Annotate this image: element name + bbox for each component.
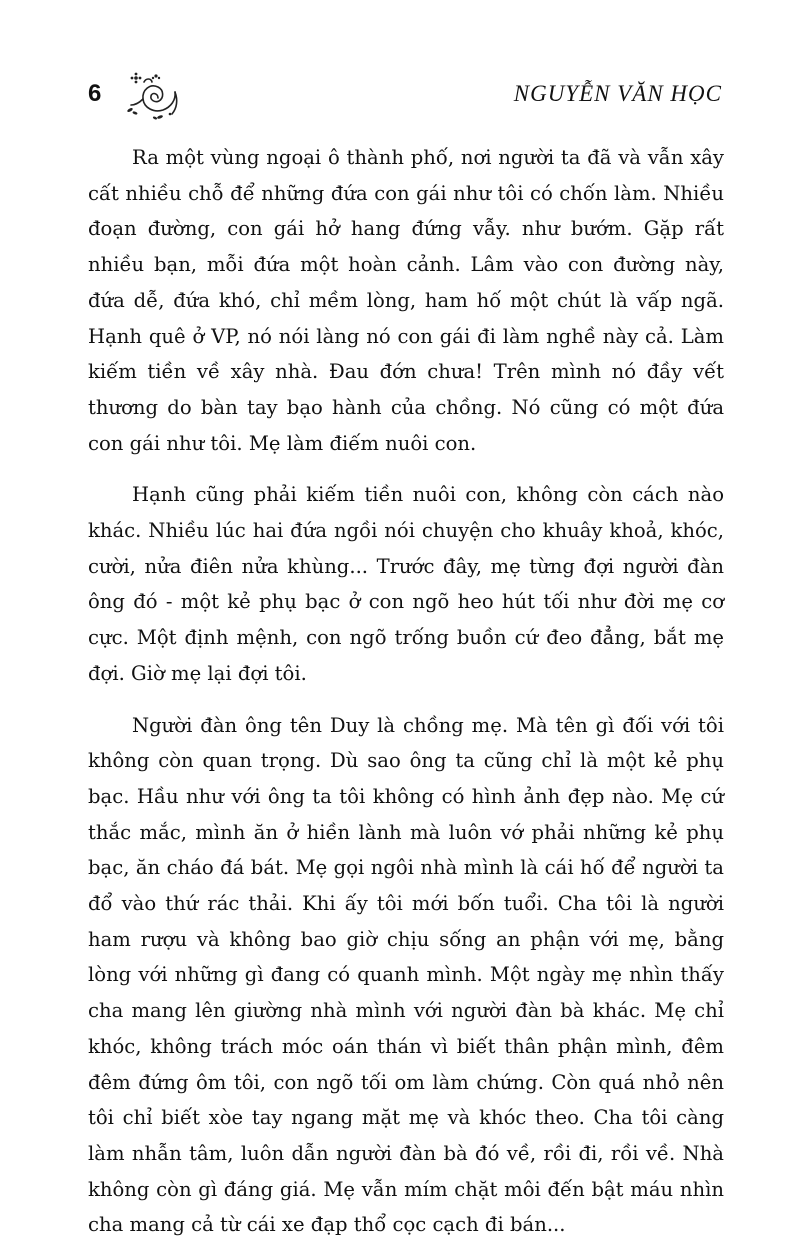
running-title: NGUYỄN VĂN HỌC: [513, 81, 722, 106]
paragraph: Ra một vùng ngoại ô thành phố, nơi người ta đã và vẫn xây cất nhiều chỗ để những đứa con gái như tôi có chốn làm. Nhiều đoạn đường, con gái hở hang đứng vẫy. như bướm. Gặp rất nhiều bạn, mỗi đứa một hoàn cảnh. Lâm vào con đường này, đứa dễ, đứa khó, chỉ mềm lòng, ham hố một chút là vấp ngã. Hạnh quê ở VP, nó nói làng nó con gái đi làm nghề này cả. Làm kiếm tiền về xây nhà. Đau đớn chưa! Trên mình nó đầy vết thương do bàn tay bạo hành của chồng. Nó cũng có một đứa con gái như tôi. Mẹ làm điếm nuôi con.: [88, 146, 724, 455]
body-text: [88, 140, 724, 1259]
page-number: 6: [88, 80, 102, 107]
page-header: [0, 70, 800, 130]
floral-swirl-icon: [122, 70, 182, 122]
paragraph: Người đàn ông tên Duy là chồng mẹ. Mà tên gì đối với tôi không còn quan trọng. Dù sao ông ta cũng chỉ là một kẻ phụ bạc. Hầu như với ông ta tôi không có hình ảnh đẹp nào. Mẹ cứ thắc mắc, mình ăn ở hiền lành mà luôn vớ phải những kẻ phụ bạc, ăn cháo đá bát. Mẹ gọi ngôi nhà mình là cái hố để người ta đổ vào thứ rác thải. Khi ấy tôi mới bốn tuổi. Cha tôi là người ham rượu và không bao giờ chịu sống an phận với mẹ, bằng lòng với những gì đang có quanh mình. Một ngày mẹ nhìn thấy cha mang lên giường nhà mình với người đàn bà khác. Mẹ chỉ khóc, không trách móc oán thán vì biết thân phận mình, đêm đêm đứng ôm tôi, con ngõ tối om làm chứng. Còn quá nhỏ nên tôi chỉ biết xòe tay ngang mặt mẹ và khóc theo. Cha tôi càng làm nhẫn tâm, luôn dẫn người đàn bà đó về, rồi đi, rồi về. Nhà không còn gì đáng giá. Mẹ vẫn mím chặt môi đến bật máu nhìn cha mang cả từ cái xe đạp thổ cọc cạch đi bán...: [88, 713, 724, 1237]
paragraph: Hạnh cũng phải kiếm tiền nuôi con, không còn cách nào khác. Nhiều lúc hai đứa ngồi nói chuyện cho khuây khoả, khóc, cười, nửa điên nửa khùng... Trước đây, mẹ từng đợi người đàn ông đó - một kẻ phụ bạc ở con ngõ heo hút tối như đời mẹ cơ cực. Một định mệnh, con ngõ trống buồn cứ đeo đẳng, bắt mẹ đợi. Giờ mẹ lại đợi tôi.: [88, 483, 724, 685]
